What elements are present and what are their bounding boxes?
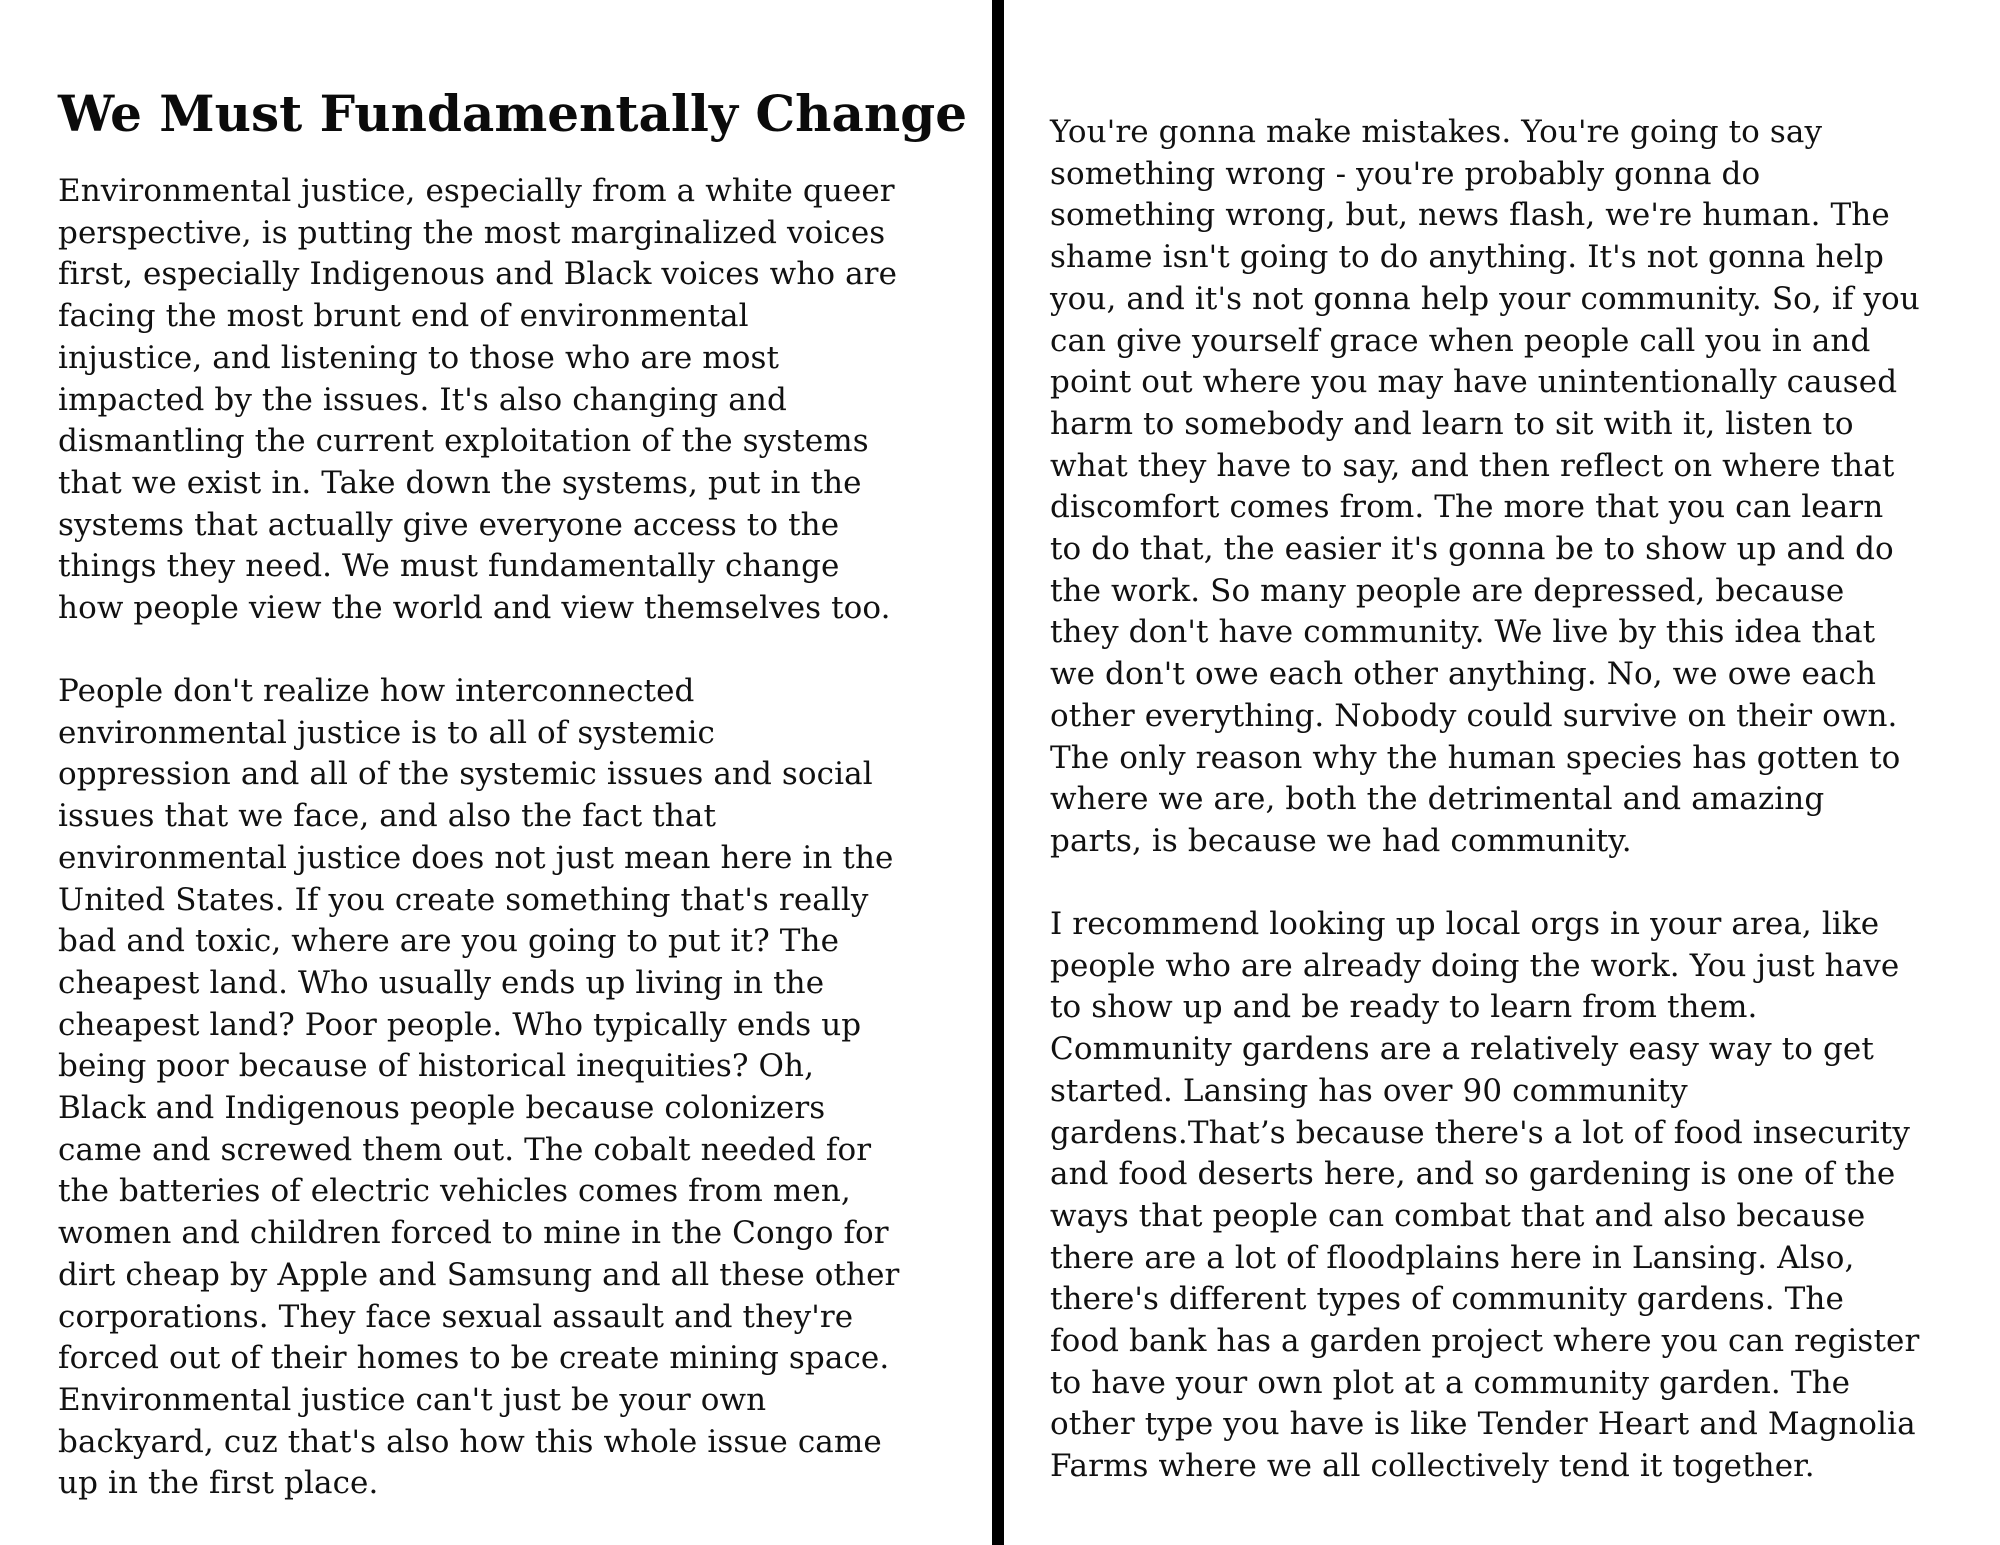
right-paragraph-1: You're gonna make mistakes. You're going to say something wrong - you're probably gonna do something wrong, but, news flash, we're human. The shame isn't going to do anything. It's not gonna help you, and it's not gonna help your community. So, if you can give yourself grace when people call you in and point out where you may have unintentionally caused harm to somebody and learn to sit with it, listen to what they have to say, and then reflect on where that discomfort comes from. The more that you can learn to do that, the easier it's gonna be to show up and do the work. So many people are depressed, because they don't have community. We live by this idea that we don't owe each other anything. No, we owe each other everything. Nobody could survive on their own. The only reason why the human species has gotten to where we are, both the detrimental and amazing parts, is because we had community.: [1050, 114, 1920, 859]
left-paragraph-1: Environmental justice, especially from a white queer perspective, is putting the most marginalized voices first, especially Indigenous and Black voices who are facing the most brunt end of environmental injustice, and listening to those who are most impacted by the issues. It's also changing and dismantling the current exploitation of the systems that we exist in. Take down the systems, put in the systems that actually give everyone access to the things they need. We must fundamentally change how people view the world and view themselves too.: [58, 173, 898, 627]
right-paragraph-2: I recommend looking up local orgs in your area, like people who are already doing the work. You just have to show up and be ready to learn from them. Community gardens are a relatively easy way to get started. Lansing has over 90 community gardens.That’s because there's a lot of food insecurity and food deserts here, and so gardening is one of the ways that people can combat that and also because there are a lot of floodplains here in Lansing. Also, there's different types of community gardens. The food bank has a garden project where you can register to have your own plot at a community garden. The other type you have is like Tender Heart and Magnolia Farms where we all collectively tend it together.: [1050, 906, 1920, 1485]
page-title: We Must Fundamentally Change: [58, 84, 968, 143]
page-divider: [992, 0, 1004, 1545]
left-paragraph-2: People don't realize how interconnected environmental justice is to all of systemic oppression and all of the systemic issues and social issues that we face, and also the fact that environmental justice does not just mean here in the United States. If you create something that's really bad and toxic, where are you going to put it? The cheapest land. Who usually ends up living in the cheapest land? Poor people. Who typically ends up being poor because of historical inequities? Oh, Black and Indigenous people because colonizers came and screwed them out. The cobalt needed for the batteries of electric vehicles comes from men, women and children forced to mine in the Congo for dirt cheap by Apple and Samsung and all these other corporations. They face sexual assault and they're forced out of their homes to be create mining space. Environmental justice can't just be your own backyard, cuz that's also how this whole issue came up in the first place.: [58, 673, 900, 1502]
